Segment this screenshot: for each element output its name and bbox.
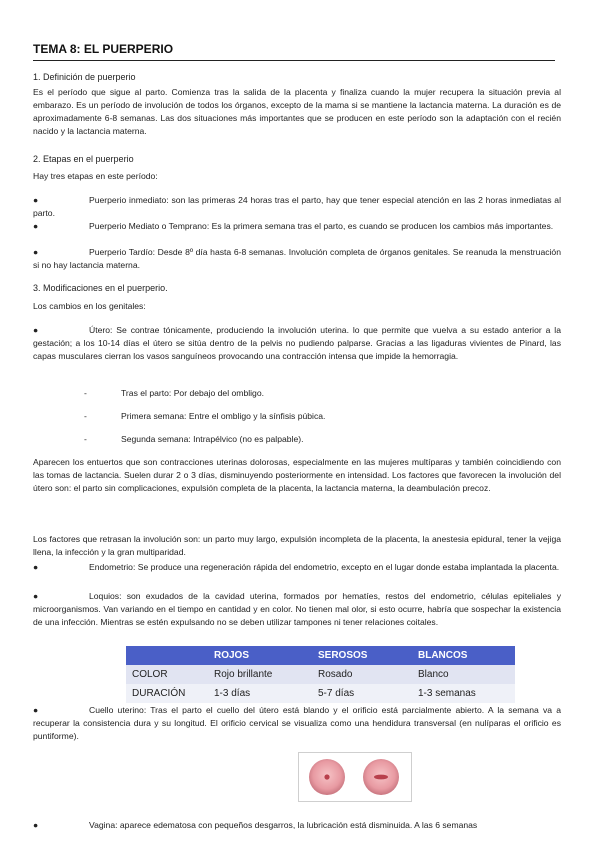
bullet-icon: ● bbox=[33, 221, 39, 231]
list-item bbox=[33, 220, 561, 233]
retrasan-paragraph: Los factores que retrasan la involución son: un parto muy largo, expulsión incompleta de la placenta, la anestesia epidural, tener la vejiga llena, la infección y la gran multiparidad. bbox=[33, 534, 561, 557]
table-row bbox=[126, 684, 515, 703]
table-header-cell: ROJOS bbox=[208, 646, 312, 665]
list-item-text: Puerperio Tardío: Desde 8º día hasta 6-8 semanas. Involución completa de órganos genitales. Se reanuda la menstruación si no hay lactancia materna. bbox=[33, 247, 561, 270]
section-3-heading: 3. Modificaciones en el puerperio. bbox=[33, 283, 168, 293]
list-item-text: Útero: Se contrae tónicamente, produciendo la involución uterina. lo que permite que vuelva a su estado anterior a la gestación; a los 10-14 días el útero se sitúa dentro de la pelvis no pudiendo palparse. Gracias a las ligaduras vivientes de Pinard, las capas musculares cierran los vasos sanguíneos provocando una contracción intensa que impide la hemorragia. bbox=[33, 325, 561, 361]
table-cell: Rojo brillante bbox=[208, 665, 312, 684]
sub-list-item-text: Primera semana: Entre el ombligo y la sínfisis púbica. bbox=[121, 411, 326, 421]
list-item-text: Puerperio inmediato: son las primeras 24 horas tras el parto, hay que tener especial atención en las 2 horas inmediatas al parto. bbox=[33, 195, 561, 218]
list-item-cuello bbox=[33, 704, 561, 743]
list-item-text: Cuello uterino: Tras el parto el cuello del útero está blando y el orificio está parcialmente abierto. A la semana va a recuperar la consistencia dura y su longitud. El orificio cervical se visualiza como una hendidura transversal (en nulíparas el orificio es puntiforme). bbox=[33, 705, 561, 741]
punctiform-os-icon bbox=[324, 774, 329, 779]
table-header-cell: BLANCOS bbox=[412, 646, 515, 665]
bullet-icon: ● bbox=[33, 325, 39, 335]
sub-list-item-text: Segunda semana: Intrapélvico (no es palpable). bbox=[121, 434, 304, 444]
section-1-paragraph: Es el período que sigue al parto. Comienza tras la salida de la placenta y finaliza cuando la mujer recupera la situación previa al embarazo. Es un período de involución de todos los órganos, excepto de la mama si se mantiene la lactancia materna. La duración es de aproximadamente 6-8 semanas. Las dos situaciones más importantes que se producen en este período son la adaptación con el recién nacido y la lactancia materna. bbox=[33, 87, 561, 136]
section-1-heading: 1. Definición de puerperio bbox=[33, 72, 136, 82]
table-cell: Rosado bbox=[312, 665, 412, 684]
list-item-text: Loquios: son exudados de la cavidad uterina, formados por hematíes, restos del endometrio, células epiteliales y microorganismos. Van variando en el tiempo en cantidad y en color. No tienen mal olor, si esto ocurre, habría que sospechar la existencia de una infección. Mientras se estén expulsando no se deben utilizar tampones ni tener relaciones coitales. bbox=[33, 591, 561, 627]
title-underline bbox=[33, 60, 555, 61]
table-cell: 1-3 semanas bbox=[412, 684, 515, 703]
sub-list-item bbox=[84, 387, 264, 400]
sub-list-item-text: Tras el parto: Por debajo del ombligo. bbox=[121, 388, 264, 398]
table-cell: Blanco bbox=[412, 665, 515, 684]
dash-icon: - bbox=[84, 434, 87, 444]
cervix-image bbox=[299, 753, 411, 801]
bullet-icon: ● bbox=[33, 705, 39, 715]
dash-icon: - bbox=[84, 411, 87, 421]
section-2-intro: Hay tres etapas en este período: bbox=[33, 171, 158, 181]
table-cell: COLOR bbox=[126, 665, 208, 684]
list-item-utero bbox=[33, 324, 561, 363]
table-cell: 1-3 días bbox=[208, 684, 312, 703]
table-cell: DURACIÓN bbox=[126, 684, 208, 703]
dash-icon: - bbox=[84, 388, 87, 398]
section-2-heading: 2. Etapas en el puerperio bbox=[33, 154, 134, 164]
bullet-icon: ● bbox=[33, 562, 39, 572]
section-3-intro: Los cambios en los genitales: bbox=[33, 301, 146, 311]
transverse-os-icon bbox=[374, 775, 388, 780]
bullet-icon: ● bbox=[33, 820, 39, 830]
list-item-text: Endometrio: Se produce una regeneración rápida del endometrio, excepto en el lugar donde estaba implantada la placenta. bbox=[89, 562, 560, 572]
cervix-illustration bbox=[298, 752, 412, 802]
table-row bbox=[126, 665, 515, 684]
list-item-text: Puerperio Mediato o Temprano: Es la primera semana tras el parto, es cuando se producen los cambios más importantes. bbox=[89, 221, 554, 231]
bullet-icon: ● bbox=[33, 195, 39, 205]
table-cell: 5-7 días bbox=[312, 684, 412, 703]
list-item-endometrio bbox=[33, 561, 561, 574]
list-item bbox=[33, 194, 561, 220]
list-item-vagina bbox=[33, 819, 561, 832]
page-title: TEMA 8: EL PUERPERIO bbox=[33, 42, 174, 56]
list-item-text: Vagina: aparece edematosa con pequeños desgarros, la lubricación está disminuida. A las 6 semanas bbox=[89, 820, 478, 830]
list-item bbox=[33, 246, 561, 272]
sub-list-item bbox=[84, 410, 325, 423]
table-header-row bbox=[126, 646, 515, 665]
bullet-icon: ● bbox=[33, 591, 39, 601]
table-header-cell: SEROSOS bbox=[312, 646, 412, 665]
bullet-icon: ● bbox=[33, 247, 39, 257]
sub-list-item bbox=[84, 433, 304, 446]
list-item-loquios bbox=[33, 590, 561, 629]
table-header-cell bbox=[126, 646, 208, 665]
loquios-table bbox=[126, 646, 515, 703]
entuertos-paragraph: Aparecen los entuertos que son contracciones uterinas dolorosas, especialmente en las mujeres multíparas y también coincidiendo con las tomas de lactancia. Suelen durar 2 o 3 días, disminuyendo posteriormente en intensidad. Los factores que favorecen la involución del útero son: el parto sin complicaciones, expulsión completa de la placenta, la lactancia materna, la deambulación precoz. bbox=[33, 457, 561, 493]
